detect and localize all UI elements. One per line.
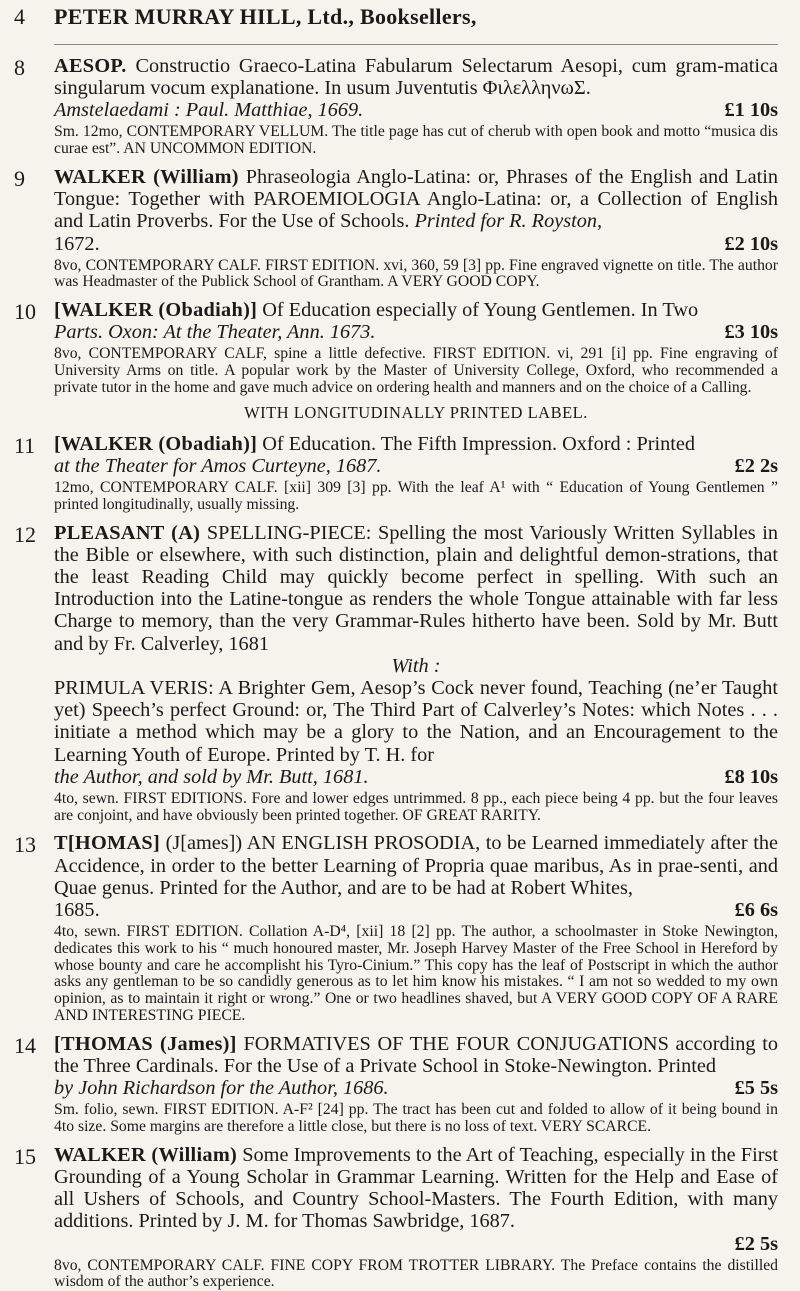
entry-note: WITH LONGITUDINALLY PRINTED LABEL.	[244, 402, 588, 422]
entry-price: £6 6s	[734, 899, 778, 922]
entry-heading	[54, 299, 778, 321]
entry-imprint: at the Theater for Amos Curteyne, 1687.	[54, 455, 382, 477]
header-rule	[54, 44, 778, 45]
entry-heading	[54, 1033, 778, 1077]
entry-heading	[54, 1144, 778, 1233]
catalogue-entry	[14, 433, 778, 514]
catalogue-entry	[14, 1033, 778, 1136]
entry-description: 12mo, CONTEMPORARY CALF. [xii] 309 [3] pp. With the leaf A¹ with “ Education of Young Gentlemen ” printed longitudinally, usually missing.	[54, 479, 778, 513]
entry-number: 11	[14, 432, 36, 458]
running-title: PETER MURRAY HILL, Ltd., Booksellers,	[54, 4, 477, 29]
catalogue-entry	[14, 522, 778, 825]
entry-number: 14	[14, 1032, 36, 1058]
entry-author: AESOP.	[54, 55, 127, 77]
entry-author: PLEASANT (A)	[54, 521, 201, 544]
entry-imprint: the Author, and sold by Mr. Butt, 1681.	[54, 765, 369, 788]
entry-imprint: by John Richardson for the Author, 1686.	[54, 1077, 389, 1100]
catalogue-entry	[14, 55, 778, 158]
entry-price: £2 2s	[734, 455, 778, 477]
entry-number: 13	[14, 832, 36, 858]
entry-title: Constructio Graeco-Latina Fabularum Selectarum Aesopi, cum gram-matica singularum vocum explanatione. In usum Juventutis ΦιλελληνωΣ.	[54, 55, 778, 100]
entry-imprint-date: 1672.	[54, 232, 100, 255]
catalogue-entry	[14, 1144, 778, 1291]
entry-description: 8vo, CONTEMPORARY CALF, spine a little defective. FIRST EDITION. vi, 291 [i] pp. Fine engraving of University Arms on title. A popular work by the Master of University College, Oxford, who recommended a private tutor in the home and gave much advice on ordering health and manners and on the choice of a Calling.	[54, 345, 778, 396]
entry-number: 8	[14, 55, 25, 80]
entry-number: 10	[14, 299, 36, 325]
entry-description: Sm. folio, sewn. FIRST EDITION. A-F² [24] pp. The tract has been cut and folded to allow of it being bound in 4to size. Some margins are therefore a little close, but there is no loss of text. VERY SCARCE.	[54, 1101, 778, 1136]
entry-description: 8vo, CONTEMPORARY CALF. FIRST EDITION. xvi, 360, 59 [3] pp. Fine engraved vignette on title. The author was Headmaster of the Publick School of Grantham. A VERY GOOD COPY.	[54, 256, 778, 291]
entry-heading	[54, 55, 778, 99]
entry-author: T[HOMAS]	[54, 832, 161, 855]
entry-description: Sm. 12mo, CONTEMPORARY VELLUM. The title page has cut of cherub with open book and motto “musica dis curae est”. AN UNCOMMON EDITION.	[54, 123, 778, 158]
entry-imprint: Amstelaedami : Paul. Matthiae, 1669.	[54, 99, 364, 122]
catalogue-entry	[14, 299, 778, 425]
catalogue-entry	[14, 832, 778, 1024]
entry-number: 9	[14, 166, 25, 191]
entry-price: £2 5s	[734, 1232, 778, 1255]
entry-title: SPELLING-PIECE: Spelling the most Variously Written Syllables in the Bible or elsewhere, with such distinction, plain and delightful demon-strations, that the least Reading Child may quickly become perfect in spelling. With such an Introduction into the Latine-tongue as renders the whole Tongue attainable with far less Charge to memory, than the very Grammar-Rules hitherto have been. Sold by Mr. Butt and by Fr. Calverley, 1681	[54, 521, 779, 655]
entry-heading	[54, 166, 778, 233]
entry-heading-second: PRIMULA VERIS: A Brighter Gem, Aesop’s Cock never found, Teaching (ne’er Taught yet) Speech’s perfect Ground: or, The Third Part of Calverley’s Notes: which Notes . . . initiate a method which may be a glory to the Nation, and an Encouragement to the Learning Youth of Europe. Printed by T. H. for	[54, 677, 778, 766]
entry-author: WALKER (William)	[54, 166, 239, 188]
entry-heading	[54, 433, 778, 455]
entry-heading	[54, 522, 778, 655]
entry-title: (J[ames]) AN ENGLISH PROSODIA, to be Learned immediately after the Accidence, in order to the better Learning of Propria quae maribus, As in prae-senti, and Quae genus. Printed for the Author, and are to be had at Robert Whites,	[54, 832, 778, 899]
entry-price: £1 10s	[724, 99, 778, 122]
entry-description: 4to, sewn. FIRST EDITION. Collation A-D⁴, [xii] 18 [2] pp. The author, a schoolmaster in Stoke Newington, dedicates this work to his “ much honoured master, Mr. Joseph Harvey Master of the Free School in Hereford by whose bounty and care he accomplisht his Tyro-Cinium.” This copy has the leaf of Postscript in which the author asks any gentleman to be so candidly generous as to let him know his mistakes. “ I am not so wedded to my own opinion, as to maintain it right or wrong.” One or two headlines shaved, but A VERY GOOD COPY OF A RARE AND INTERESTING PIECE.	[54, 923, 778, 1025]
entry-number: 12	[14, 521, 36, 547]
page-header	[14, 4, 778, 40]
entry-price: £3 10s	[724, 321, 778, 344]
catalogue-entry	[14, 166, 778, 291]
entry-imprint: 1685.	[54, 899, 100, 922]
page-number: 4	[14, 4, 25, 29]
entry-imprint: Parts. Oxon: At the Theater, Ann. 1673.	[54, 321, 376, 344]
entry-title: Of Education. The Fifth Impression. Oxford : Printed	[262, 432, 696, 455]
entry-description: 4to, sewn. FIRST EDITIONS. Fore and lower edges untrimmed. 8 pp., each piece being 4 pp. but the four leaves are conjoint, and have obviously been printed together. OF GREAT RARITY.	[54, 789, 778, 824]
entry-author: WALKER (William)	[54, 1143, 238, 1166]
entry-imprint: Printed for R. Royston,	[414, 210, 603, 233]
entry-heading	[54, 832, 778, 899]
entry-author: [WALKER (Obadiah)]	[54, 299, 258, 322]
entry-description: 8vo, CONTEMPORARY CALF. FINE COPY FROM TROTTER LIBRARY. The Preface contains the distilled wisdom of the author’s experience.	[54, 1256, 778, 1291]
entry-number: 15	[14, 1143, 36, 1169]
catalogue-page	[0, 4, 800, 1291]
entry-author: [WALKER (Obadiah)]	[54, 432, 258, 455]
entry-title: Phraseologia Anglo-Latina: or, Phrases of the English and Latin Tongue: Together with PAROEMIOLOGIA Anglo-Latina: or, a Collection of English and Latin Proverbs. For the Use of Schools.	[54, 166, 778, 233]
entry-title: Of Education especially of Young Gentlemen. In Two	[262, 299, 699, 322]
entry-author: [THOMAS (James)]	[54, 1032, 237, 1055]
entry-title: FORMATIVES OF THE FOUR CONJUGATIONS according to the Three Cardinals. For the Use of a Private School in Stoke-Newington. Printed	[54, 1032, 778, 1078]
entry-with-label: With :	[391, 654, 441, 677]
entry-title: Some Improvements to the Art of Teaching, especially in the First Grounding of a Young Scholar in Grammar Learning. Written for the Help and Ease of all Ushers of Schools, and Country School-Masters. The Fourth Edition, with many additions. Printed by J. M. for Thomas Sawbridge, 1687.	[54, 1143, 778, 1233]
entry-price: £2 10s	[724, 232, 778, 255]
entry-price: £8 10s	[724, 765, 778, 788]
entry-price: £5 5s	[734, 1077, 778, 1100]
